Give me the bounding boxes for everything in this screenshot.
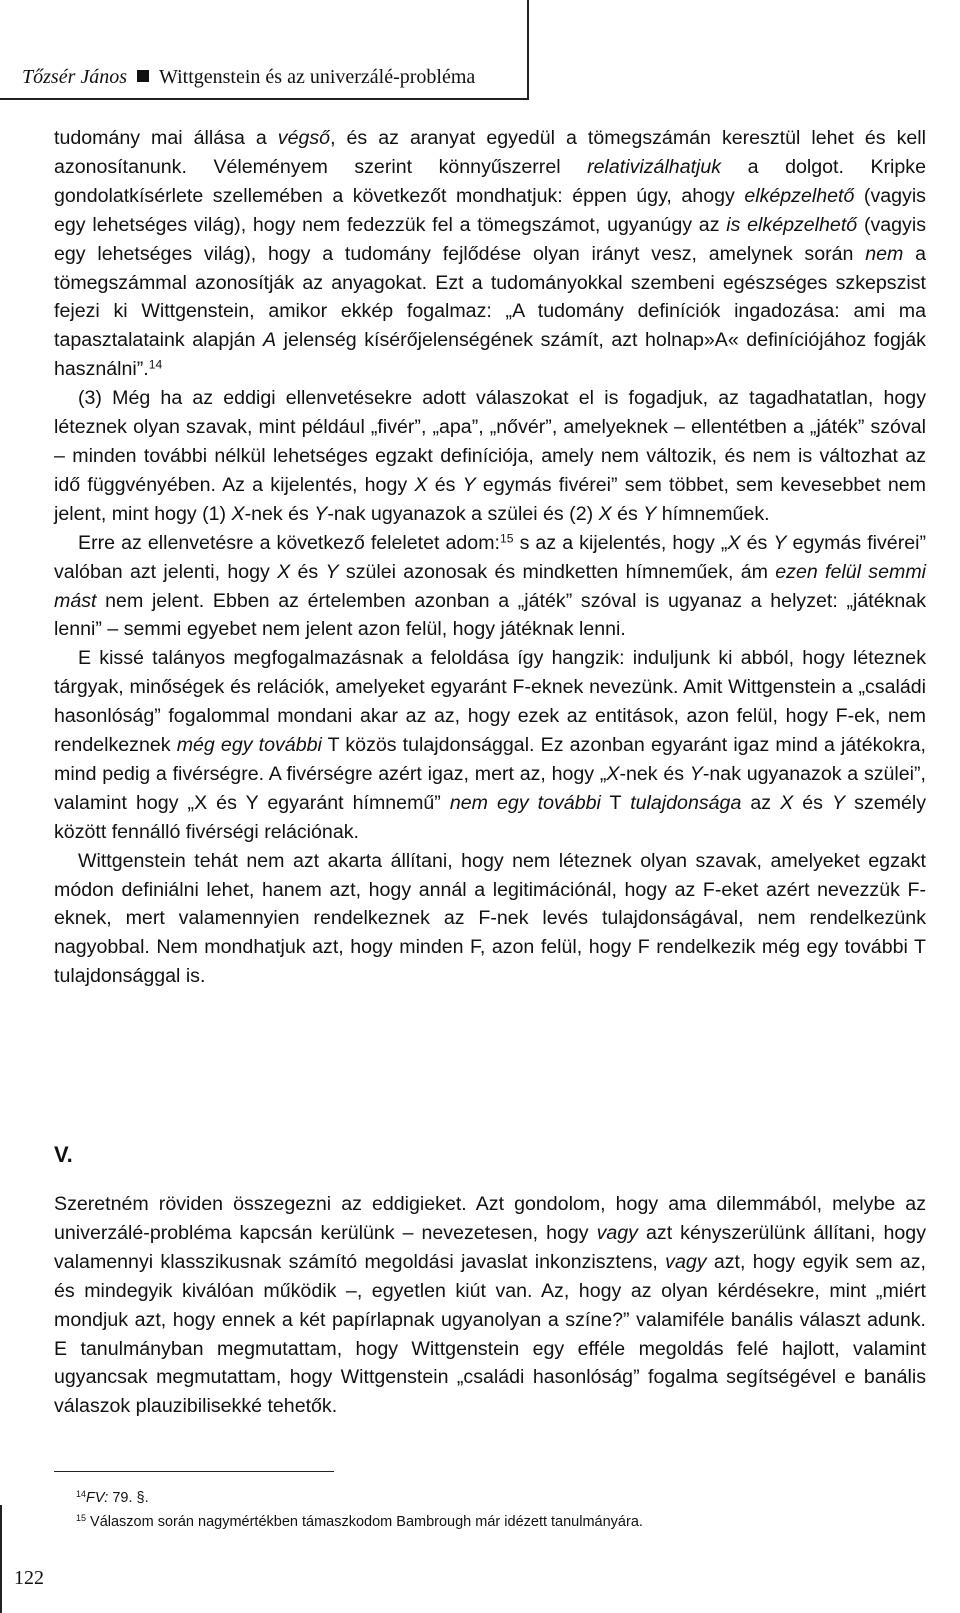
- running-header: [22, 66, 475, 89]
- paragraph-3: Erre az ellenvetésre a következő feleletet adom:$^{15}$ s az a kijelentés, hogy „X és Y egymás fivérei” valóban azt jelenti, hogy X és Y szülei azonosak és mindketten hímneműek, ám ezen felül semmi mást nem jelent. Ebben az értelemben azonban a „játék” szóval is ugyanaz a helyzet: „játéknak lenni” – semmi egyebet nem jelent azon felül, hogy játéknak lenni.: [54, 531, 926, 641]
- section-paragraph-1: Szeretném röviden összegezni az eddigieket. Azt gondolom, hogy ama dilemmából, melybe az univerzálé-probléma kapcsán kerülünk – nevezetesen, hogy vagy azt kényszerülünk állítani, hogy valamennyi klasszikusnak számító megoldási javaslat inkonzisztens, vagy azt, hogy egyik sem az, és mindegyik kiválóan működik –, egyetlen kiút van. Az, hogy az olyan kérdésekre, mint „miért mondjuk azt, hogy ennek a két papírlapnak ugyanolyan a színe?” valamiféle banális választ adunk. E tanulmányban megmutattam, hogy Wittgenstein egy efféle megoldás felé hajlott, valamint ugyancsak megmutattam, hogy Wittgenstein „családi hasonlóság” fogalma segítségével e banális válaszok plauzibilisekké tehetők.: [54, 1193, 926, 1418]
- square-bullet-icon: [137, 70, 149, 82]
- header-author: Tőzsér János: [22, 66, 128, 88]
- footnote-14: $^{14}$FV: 79. §.: [76, 1489, 149, 1506]
- page-number: 122: [14, 1567, 44, 1589]
- paragraph-2: (3) Még ha az eddigi ellenvetésekre adott válaszokat el is fogadjuk, az tagadhatatlan, hogy léteznek olyan szavak, mint például „fivér”, „apa”, „nővér”, amelyeknek – ellentétben a „játék” szóval – minden további nélkül lehetséges egzakt definíciója, amely nem változik, és nem is változhat az idő függvényében. Az a kijelentés, hogy X és Y egymás fivérei” sem többet, sem kevesebbet nem jelent, mint hogy (1) X-nek és Y-nak ugyanazok a szülei és (2) X és Y hímneműek.: [54, 387, 926, 525]
- footnote-divider: [54, 1471, 334, 1472]
- header-title: Wittgenstein és az univerzálé-probléma: [159, 66, 476, 88]
- section-text: [54, 1190, 926, 1421]
- footnote-15: $^{15}$ Válaszom során nagymértékben támaszkodom Bambrough már idézett tanulmányára.: [76, 1513, 643, 1530]
- margin-line: [0, 1505, 2, 1613]
- section-heading: V.: [54, 1142, 73, 1167]
- footnotes: [76, 1486, 916, 1534]
- footnote-ref-14: 14: [148, 357, 163, 372]
- paragraph-4: E kissé talányos megfogalmazásnak a feloldása így hangzik: induljunk ki abból, hogy léteznek tárgyak, minőségek és relációk, amelyeket egyaránt F-eknek nevezünk. Amit Wittgenstein a „családi hasonlóság” fogalommal mondani akar az az, hogy ezek az entitások, azon felül, hogy F-ek, nem rendelkeznek még egy további T közös tulajdonsággal. Ez azonban egyaránt igaz mind a játékokra, mind pedig a fivérségre. A fivérségre azért igaz, mert az, hogy „X-nek és Y-nak ugyanazok a szülei”, valamint hogy „X és Y egyaránt hímnemű” nem egy további T tulajdonsága az X és Y személy között fennálló fivérségi relációnak.: [54, 647, 927, 843]
- footnote-ref-15: 15: [499, 531, 514, 546]
- main-text: [54, 124, 926, 991]
- paragraph-5: Wittgenstein tehát nem azt akarta állítani, hogy nem léteznek olyan szavak, amelyeket egzakt módon definiálni lehet, hanem azt, hogy annál a legitimációnál, hogy az F-eket azért nevezzük F-eknek, mert valamennyien rendelkeznek az F-nek levés tulajdonságával, nem rendelkezünk nagyobbal. Nem mondhatjuk azt, hogy minden F, azon felül, hogy F rendelkezik még egy további T tulajdonsággal is.: [54, 849, 926, 988]
- paragraph-1: tudomány mai állása a végső, és az aranyat egyedül a tömegszámán keresztül lehet és kell azonosítanunk. Véleményem szerint könnyűszerrel relativizálhatjuk a dolgot. Kripke gondolatkísérlete szellemében a következőt mondhatjuk: éppen úgy, ahogy elképzelhető (vagyis egy lehetséges világ), hogy nem fedezzük fel a tömegszámot, ugyanúgy az is elképzelhető (vagyis egy lehetséges világ), hogy a tudomány fejlődése olyan irányt vesz, amelynek során nem a tömegszámmal azonosítják az anyagokat. Ezt a tudományokkal szembeni egészséges szkepszist fejezi ki Wittgenstein, amikor ekkép fogalmaz: „A tudomány definíciók ingadozása: ami ma tapasztalataink alapján A jelenség kísérőjelenségének számít, azt holnap»A« definíciójához fogják használni”.$^{14}$: [54, 127, 927, 381]
